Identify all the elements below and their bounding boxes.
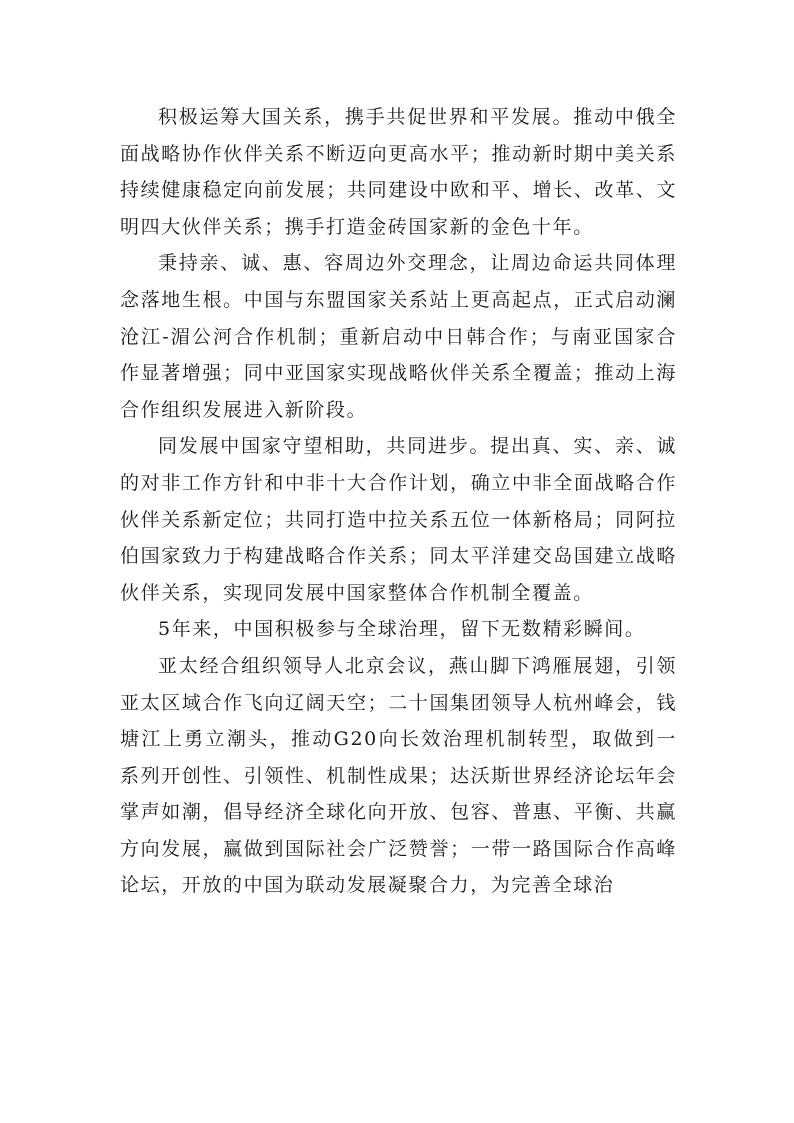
paragraph-neighborhood-diplomacy: 秉持亲、诚、惠、容周边外交理念，让周边命运共同体理念落地生根。中国与东盟国家关系站上更高起点，正式启动澜沧江-湄公河合作机制；重新启动中日韩合作；与南亚国家合作显著增强；同中亚国家实现战略伙伴关系全覆盖；推动上海合作组织发展进入新阶段。: [120, 252, 677, 421]
document-body: [120, 99, 677, 904]
paragraph-major-power-relations: 积极运筹大国关系，携手共促世界和平发展。推动中俄全面战略协作伙伴关系不断迈向更高水平；推动新时期中美关系持续健康稳定向前发展；共同建设中欧和平、增长、改革、文明四大伙伴关系；携手打造金砖国家新的金色十年。: [120, 106, 677, 238]
paragraph-global-governance-events: 亚太经合组织领导人北京会议，燕山脚下鸿雁展翅，引领亚太区域合作飞向辽阔天空；二十国集团领导人杭州峰会，钱塘江上勇立潮头，推动G20向长效治理机制转型，取做到一系列开创性、引领性、机制性成果；达沃斯世界经济论坛年会掌声如潮，倡导经济全球化向开放、包容、普惠、平衡、共赢方向发展，赢做到国际社会广泛赞誉；一带一路国际合作高峰论坛，开放的中国为联动发展凝聚合力，为完善全球治: [120, 654, 677, 897]
paragraph-developing-countries: 同发展中国家守望相助，共同进步。提出真、实、亲、诚的对非工作方针和中非十大合作计划，确立中非全面战略合作伙伴关系新定位；共同打造中拉关系五位一体新格局；同阿拉伯国家致力于构建战略合作关系；同太平洋建交岛国建立战略伙伴关系，实现同发展中国家整体合作机制全覆盖。: [120, 435, 677, 604]
paragraph-global-governance-intro: 5年来，中国积极参与全球治理，留下无数精彩瞬间。: [158, 618, 646, 641]
